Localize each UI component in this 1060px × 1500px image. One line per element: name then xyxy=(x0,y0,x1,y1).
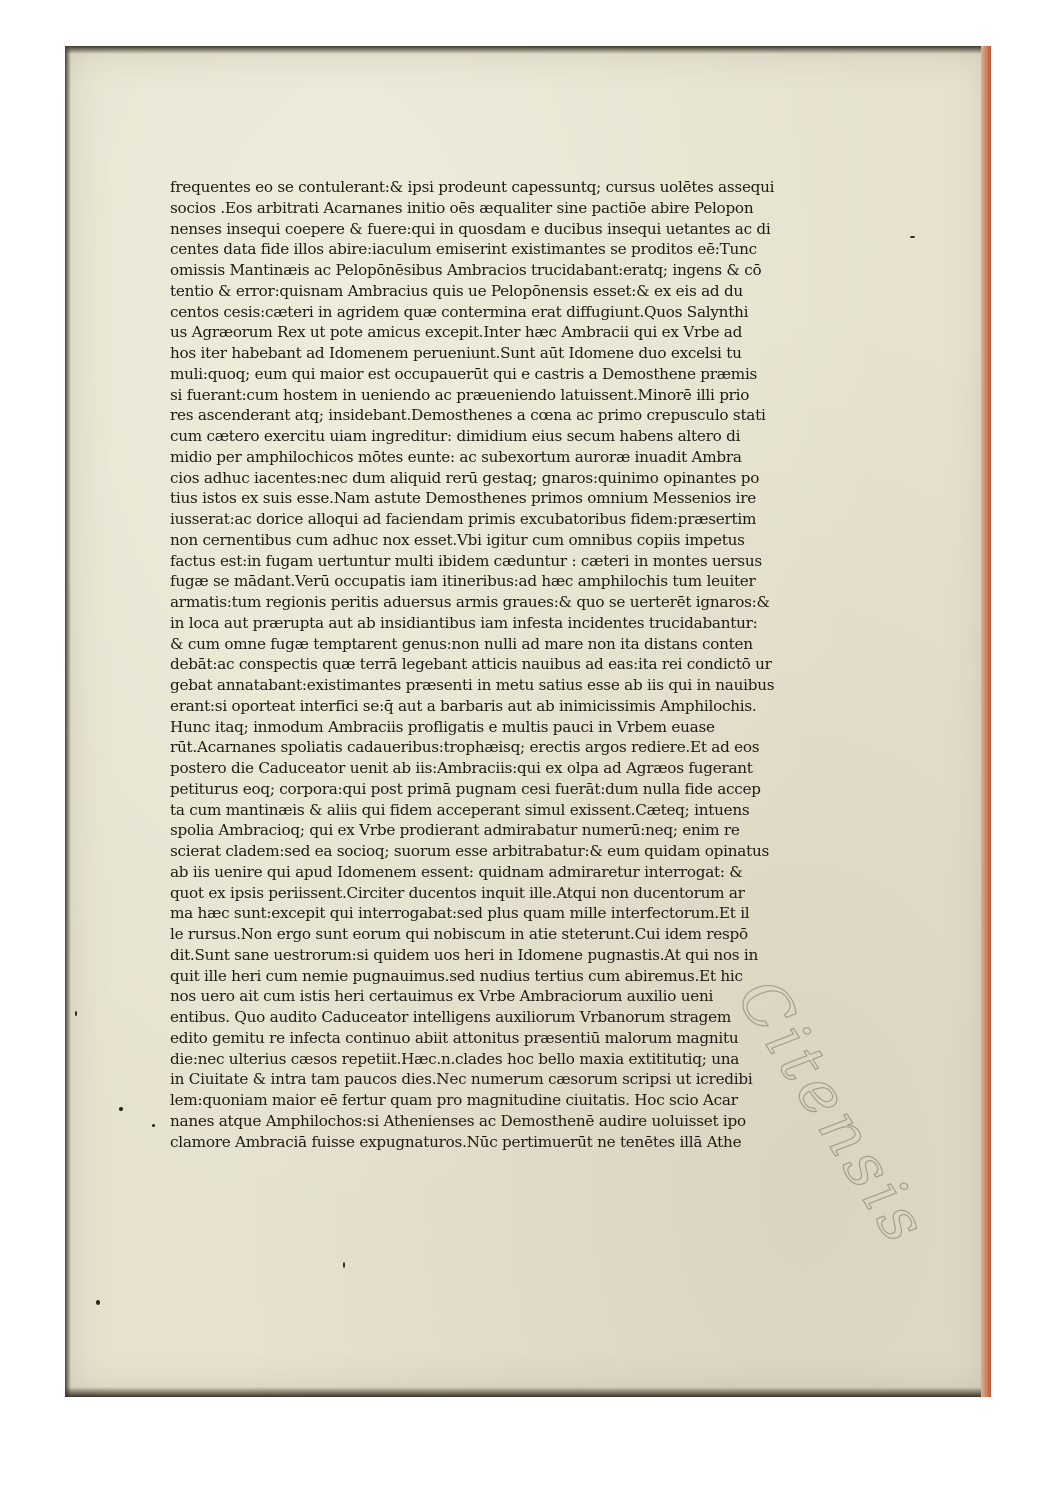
watermark: Citensis xyxy=(723,966,945,1260)
text-line: nanes atque Amphilochos:si Athenienses ac Demosthenē audire uoluisset ipo xyxy=(170,1111,746,1130)
text-line: res ascenderant atq; insidebant.Demosthenes a cœna ac primo crepusculo stati xyxy=(170,406,766,425)
text-line: fugæ se mādant.Verū occupatis iam itineribus:ad hæc amphilochis tum leuiter xyxy=(170,572,756,591)
text-line: iusserat:ac dorice alloqui ad faciendam primis excubatoribus fidem:præsertim xyxy=(170,510,757,528)
ink-speck xyxy=(96,1300,100,1305)
text-line: us Agræorum Rex ut pote amicus excepit.Inter hæc Ambracii qui ex Vrbe ad xyxy=(170,323,743,342)
text-line: midio per amphilochicos mōtes eunte: ac subexortum auroræ inuadit Ambra xyxy=(170,447,742,466)
text-line: nenses insequi coepere & fuere:qui in quosdam e ducibus insequi uetantes ac di xyxy=(170,219,771,238)
text-line: ta cum mantinæis & aliis qui fidem acceperant simul exissent.Cæteq; intuens xyxy=(170,800,750,819)
text-line: erant:si oporteat interfici se:q̄ aut a barbaris aut ab inimicissimis Amphilochis. xyxy=(170,696,757,715)
text-line: muli:quoq; eum qui maior est occupauerūt qui e castris a Demosthene præmis xyxy=(170,364,758,383)
text-line: in Ciuitate & intra tam paucos dies.Nec numerum cæsorum scripsi ut icredibi xyxy=(170,1070,753,1089)
text-line: spolia Ambracioq; qui ex Vrbe prodierant admirabatur numerū:neq; enim re xyxy=(170,821,740,840)
ink-speck xyxy=(343,1262,345,1268)
text-line: non cernentibus cum adhuc nox esset.Vbi igitur cum omnibus copiis impetus xyxy=(170,530,745,549)
text-line: in loca aut prærupta aut ab insidiantibus iam infesta incidentes trucidabantur: xyxy=(170,613,758,632)
text-line: ab iis uenire qui apud Idomenem essent: quidnam admiraretur interrogat: & xyxy=(170,862,743,881)
text-line: clamore Ambraciā fuisse expugnaturos.Nūc pertimuerūt ne tenētes illā Athe xyxy=(170,1132,742,1151)
text-line: die:nec ulterius cæsos repetiit.Hæc.n.clades hoc bello maxia extititutiq; una xyxy=(170,1049,740,1068)
text-line: cios adhuc iacentes:nec dum aliquid rerū gestaq; gnaros:quinimo opinantes po xyxy=(170,468,760,487)
page-bottom-shadow xyxy=(65,1387,991,1397)
ink-speck xyxy=(119,1107,123,1111)
page-left-shadow xyxy=(65,46,71,1397)
text-line: socios .Eos arbitrati Acarnanes initio oēs æqualiter sine pactiōe abire Pelopon xyxy=(170,198,754,217)
page-red-edge xyxy=(981,46,991,1397)
text-line: frequentes eo se contulerant:& ipsi prodeunt capessuntq; cursus uolētes assequi xyxy=(170,178,775,196)
text-line: quot ex ipsis periissent.Circiter ducentos inquit ille.Atqui non ducentorum ar xyxy=(170,883,745,902)
text-line: armatis:tum regionis peritis aduersus armis graues:& quo se uerterēt ignaros:& xyxy=(170,593,770,611)
text-line: hos iter habebant ad Idomenem perueniunt.Sunt aūt Idomene duo excelsi tu xyxy=(170,344,742,362)
page-top-shadow xyxy=(65,46,991,54)
text-line: entibus. Quo audito Caduceator intelligens auxiliorum Vrbanorum stragem xyxy=(170,1008,732,1026)
text-line: Hunc itaq; inmodum Ambraciis profligatis e multis pauci in Vrbem euase xyxy=(170,717,715,736)
text-line: debāt:ac conspectis quæ terrā legebant atticis nauibus ad eas:ita rei condictō ur xyxy=(170,655,772,674)
text-line: tius istos ex suis esse.Nam astute Demosthenes primos omnium Messenios ire xyxy=(170,489,757,508)
ink-speck xyxy=(152,1124,155,1127)
text-line: lem:quoniam maior eē fertur quam pro magnitudine ciuitatis. Hoc scio Acar xyxy=(170,1091,738,1109)
text-line: cum cætero exercitu uiam ingreditur: dimidium eius secum habens altero di xyxy=(170,427,741,445)
text-line: postero die Caduceator uenit ab iis:Ambraciis:qui ex olpa ad Agræos fugerant xyxy=(170,759,753,777)
text-line: omissis Mantinæis ac Pelopōnēsibus Ambracios trucidabant:eratq; ingens & cō xyxy=(170,261,762,279)
ink-speck xyxy=(75,1011,77,1016)
text-line: gebat annatabant:existimantes præsenti in metu satius esse ab iis qui in nauibus xyxy=(170,676,775,694)
text-line: si fuerant:cum hostem in ueniendo ac præueniendo latuissent.Minorē illi prio xyxy=(170,385,750,404)
text-line: centos cesis:cæteri in agridem quæ contermina erat diffugiunt.Quos Salynthi xyxy=(170,302,749,321)
text-line: rūt.Acarnanes spoliatis cadaueribus:trophæisq; erectis argos rediere.Et ad eos xyxy=(170,738,760,757)
text-line: le rursus.Non ergo sunt eorum qui nobiscum in atie steterunt.Cui idem respō xyxy=(170,925,748,943)
text-line: centes data fide illos abire:iaculum emiserint existimantes se proditos eē:Tunc xyxy=(170,240,757,259)
manuscript-page xyxy=(65,46,991,1397)
text-line: & cum omne fugæ temptarent genus:non nulli ad mare non ita distans conten xyxy=(170,634,753,653)
text-line: dit.Sunt sane uestrorum:si quidem uos heri in Idomene pugnastis.At qui nos in xyxy=(170,945,759,964)
text-line: ma hæc sunt:excepit qui interrogabat:sed plus quam mille interfectorum.Et il xyxy=(170,904,750,923)
ink-speck xyxy=(910,236,915,238)
text-line: factus est:in fugam uertuntur multi ibidem cæduntur : cæteri in montes uersus xyxy=(170,551,762,570)
text-line: edito gemitu re infecta continuo abiit attonitus præsentiū malorum magnitu xyxy=(170,1028,739,1047)
text-line: scierat cladem:sed ea socioq; suorum esse arbitrabatur:& eum quidam opinatus xyxy=(170,842,770,860)
text-line: tentio & error:quisnam Ambracius quis ue Pelopōnensis esset:& ex eis ad du xyxy=(170,281,743,300)
text-line: nos uero ait cum istis heri certauimus ex Vrbe Ambraciorum auxilio ueni xyxy=(170,987,714,1006)
text-line: quit ille heri cum nemie pugnauimus.sed nudius tertius cum abiremus.Et hic xyxy=(170,966,743,985)
text-line: petiturus eoq; corpora:qui post primā pugnam cesi fuerāt:dum nulla fide accep xyxy=(170,779,761,798)
